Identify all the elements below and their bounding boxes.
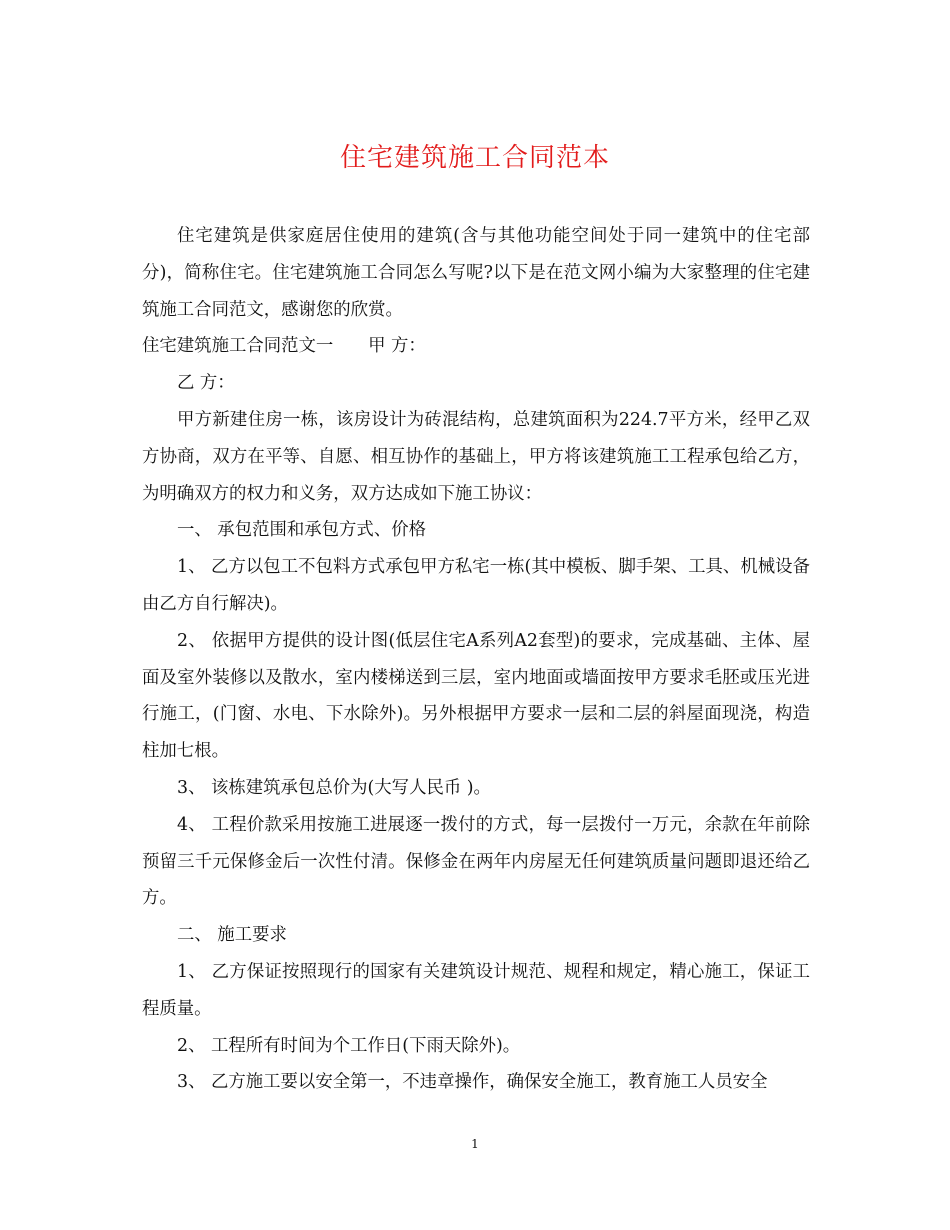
section-heading-scope: 一、 承包范围和承包方式、价格	[177, 520, 426, 541]
clause-2-2: 2、 工程所有时间为个工作日(下雨天除外)。	[177, 1035, 521, 1056]
intro-paragraph: 住宅建筑是供家庭居住使用的建筑(含与其他功能空间处于同一建筑中的住宅部分)，简称住宅。住宅建筑施工合同怎么写呢?以下是在范文网小编为大家整理的住宅建筑施工合同范文，感谢您的欣赏。	[142, 226, 810, 320]
document-body	[142, 218, 810, 1101]
contract-heading-party-a: 住宅建筑施工合同范文一 甲 方：	[142, 336, 426, 357]
clause-1-4: 4、 工程价款采用按施工进展逐一拨付的方式，每一层拨付一万元，余款在年前除预留三千元保修金后一次性付清。保修金在两年内房屋无任何建筑质量问题即退还给乙方。	[142, 814, 810, 909]
clause-1-3: 3、 该栋建筑承包总价为(大写人民币 )。	[177, 777, 491, 798]
document-title: 住宅建筑施工合同范本	[339, 143, 610, 173]
clause-2-3: 3、 乙方施工要以安全第一，不违章操作，确保安全施工，教育施工人员安全	[177, 1072, 768, 1093]
agreement-paragraph: 甲方新建住房一栋，该房设计为砖混结构，总建筑面积为224.7平方米，经甲乙双方协商，双方在平等、自愿、相互协作的基础上，甲方将该建筑施工工程承包给乙方，为明确双方的权力和义务，双方达成如下施工协议：	[142, 409, 810, 504]
page-number: 1	[471, 1137, 479, 1151]
section-heading-requirements: 二、 施工要求	[177, 925, 287, 946]
party-b-line: 乙 方：	[177, 373, 235, 394]
clause-2-1: 1、 乙方保证按照现行的国家有关建筑设计规范、规程和规定，精心施工，保证工程质量。	[142, 961, 810, 1019]
clause-1-2: 2、 依据甲方提供的设计图(低层住宅A系列A2套型)的要求，完成基础、主体、屋面及室外装修以及散水，室内楼梯送到三层，室内地面或墙面按甲方要求毛胚或压光进行施工，(门窗、水电、下水除外)。另外根据甲方要求一层和二层的斜屋面现浇，构造柱加七根。	[142, 630, 810, 762]
clause-1-1: 1、 乙方以包工不包料方式承包甲方私宅一栋(其中模板、脚手架、工具、机械设备由乙方自行解决)。	[142, 557, 810, 614]
